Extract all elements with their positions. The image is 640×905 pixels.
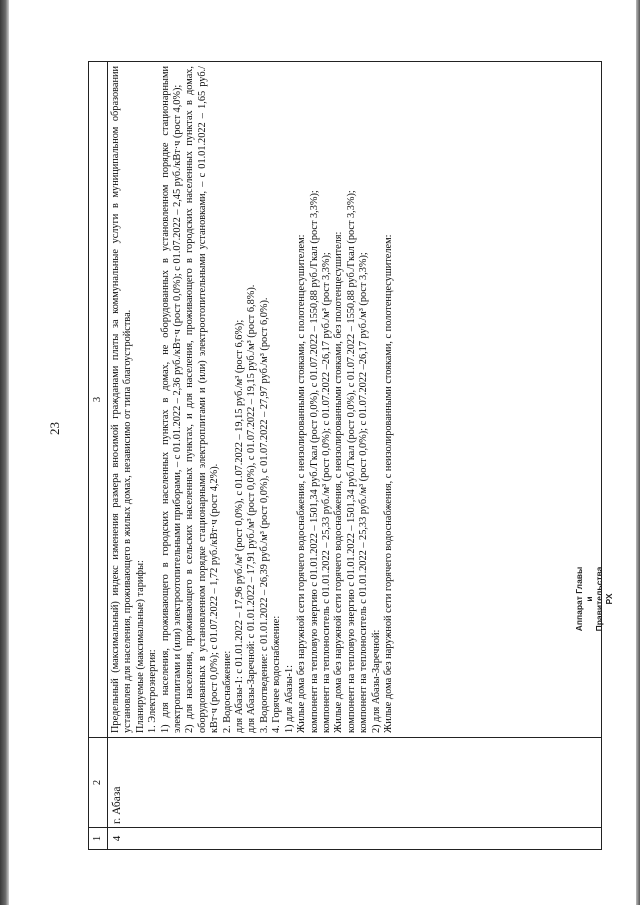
- row-number: 4: [108, 828, 602, 850]
- text-line: компонент на теплоноситель с 01.01.2022 – 25,33 руб./м³ (рост 0,0%); с 01.07.2022 –26,17 руб./м³ (рост 3,3%);: [320, 252, 332, 733]
- office-stamp: [574, 566, 614, 632]
- text-line: компонент на тепловую энергию с 01.01.2022 – 1501,34 руб./Гкал (рост 0,0%), с 01.07.2022 – 1550,88 руб./Гкал (рост 3,3%);: [308, 190, 320, 733]
- text-line: Жилые дома без наружной сети горячего водоснабжения, с неизолированными стояками, с полотенцесушителем:: [296, 234, 308, 733]
- text-line: компонент на тепловую энергию с 01.01.2022 – 1501,34 руб./Гкал (рост 0,0%), с 01.07.2022 – 1550,88 руб./Гкал (рост 3,3%);: [345, 190, 357, 733]
- text-line: 1. Электроэнергия:: [147, 649, 159, 733]
- table-header-row: [89, 62, 108, 850]
- text-line: для Абазы-1: с 01.01.2022 – 17,96 руб./м³ (рост 0,0%), с 01.07.2022 – 19,15 руб./м³ (рост 6,6%);: [234, 319, 246, 733]
- text-line: Предельный (максимальный) индекс изменения размера вносимой гражданами платы за коммунальные услуги в муниципальном образовании установлен для населения, проживающего в жилых домах, независимо от типа благоустройства.: [110, 66, 134, 733]
- rotated-page-content: [88, 62, 602, 850]
- text-line: Жилые дома без наружной сети горячего водоснабжения, с неизолированными стояками, с полотенцесушителем:: [382, 234, 394, 733]
- scan-right-edge: [636, 0, 640, 905]
- text-line: 1) для населения, проживающего в городских населенных пунктах в домах, не оборудованных в установленном порядке стационарными электроплитами и (или) электроотопительными приборами, – с 01.01.2022 – 2,36 руб./кВт·ч (рост 0,0%); с 01.07.2022 – 2,45 руб./кВт·ч (рост 4,0%);: [159, 66, 184, 733]
- tariff-description: [108, 62, 602, 738]
- header-cell-1: 1: [89, 828, 108, 850]
- text-line: 4. Горячее водоснабжение:: [271, 615, 283, 733]
- municipality-name: г. Абаза: [108, 738, 602, 828]
- scan-left-edge: [0, 0, 9, 905]
- page-number: 23: [47, 422, 62, 435]
- text-line: Планируемые (максимальные) тарифы:: [134, 560, 146, 733]
- text-line: для Абазы-Заречной: с 01.01.2022 – 17,91 руб./м³ (рост 0,0%), с 01.07.2022 – 19,15 руб./м³ (рост 6,8%).: [246, 284, 258, 733]
- text-line: 3. Водоотведение: с 01.01.2022 – 26,39 руб./м³ (рост 0,0%), с 01.07.2022 – 27,97 руб./м³ (рост 6,0%).: [258, 297, 270, 733]
- tariff-table: [88, 61, 602, 850]
- stamp-line-2: и Правительства РХ: [584, 566, 614, 632]
- text-line: 2) для населения, проживающего в сельских населенных пунктах, и для населения, проживающего в городских населенных пунктах в домах, оборудованных в установленном порядке стационарными электроплитами и (или) электроотопительными установками, – с 01.01.2022 – 1,65 руб./кВт·ч (рост 0,0%); с 01.07.2022 – 1,72 руб./кВт·ч (рост 4,2%).: [184, 66, 221, 733]
- text-line: Жилые дома без наружной сети горячего водоснабжения, с неизолированными стояками, без полотенцесушителя:: [333, 231, 345, 733]
- text-line: 1) для Абазы-1:: [283, 665, 295, 733]
- text-line: 2. Водоснабжение:: [221, 650, 233, 733]
- table-row: [108, 62, 602, 850]
- text-line: 2) для Абазы-Заречной:: [370, 629, 382, 733]
- text-line: компонент на теплоноситель с 01.01.2022 – 25,33 руб./м³ (рост 0,0%); с 01.07.2022 –26,17 руб./м³ (рост 3,3%);: [358, 252, 370, 733]
- header-cell-2: 2: [89, 738, 108, 828]
- stamp-line-1: Аппарат Главы: [574, 566, 584, 632]
- header-cell-3: 3: [89, 62, 108, 738]
